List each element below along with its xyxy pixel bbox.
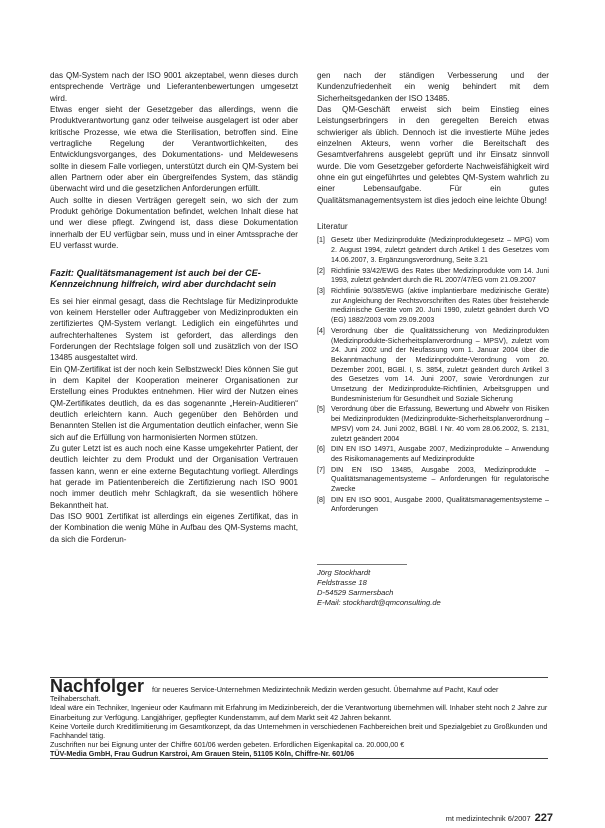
author-box [317,564,441,608]
page-number: 227 [534,812,553,824]
reference-text: Richtlinie 93/42/EWG des Rates über Medizinprodukte vom 14. Juni 1993, zuletzt geändert durch die RL 2007/47/EG vom 21.09.2007 [331,266,549,285]
reference-item [317,287,549,326]
section-heading: Fazit: Qualitätsmanagement ist auch bei der CE-Kennzeichnung hilfreich, wird aber durchdacht sein [50,267,277,289]
reference-number: [6] [317,445,325,454]
classified-ad-title: Nachfolger [50,676,145,696]
ad-line: für neueres Service-Unternehmen Medizintechnik Medizin werden gesucht. Übernahme auf Pacht, Kauf oder Teilhaberschaft. [50,685,499,704]
reference-item [317,445,549,464]
ad-line: Zuschriften nur bei Eignung unter der Chiffre 601/06 werden gebeten. Erfordlichen Eigenkapital ca. 20.000,00 € [50,740,405,750]
paragraph: Zu guter Letzt ist es auch noch eine Kasse umgekehrter Patient, der deutlich leichter zu dem Produkt und der Organisation Vertrauen fassen kann, wenn er eine externe Begutachtung vorliegt. Allerdings hat gerade im Patientenbereich die Zertifizierung nach ISO 9001 noch immer deutlich mehr Schlagkraft, da sie wesentlich höhere Bekanntheit hat. [50,443,298,510]
literature-heading: Literatur [317,221,348,232]
reference-number: [4] [317,326,325,335]
paragraph: das QM-System nach der ISO 9001 akzeptabel, wenn dieses durch entsprechende Verträge und Lieferantenbewertungen umgesetzt wird. [50,71,298,103]
ad-line: Ideal wäre ein Techniker, Ingenieur oder Kaufmann mit Erfahrung im Medizinbereich, der die Verantwortung übernehmen will. Inhaber steht noch 2 Jahre zur Einarbeitung zur Verfügung. Langjähriger, gepflegter Kundenstamm, auf dem Markt seit 42 Jahren bekannt. [50,703,548,722]
reference-item [317,236,549,265]
paragraph: Etwas enger sieht der Gesetzgeber das allerdings, wenn die Produktverantwortung ganz oder teilweise ausgelagert ist oder aber kritische Prozesse, wie etwa die Sterilisation, betroffen sind. Eine vertragliche Regelung der Verantwortlichkeiten, des Entwicklungsvorganges, des Dokumentations- und Meldewesens sollte in diesem Falle vorliegen, unterstützt durch ein QM-System bei allen Partnern oder aber ein übergreifendes System, das ständig überwacht wird und die gesetzlichen Anforderungen erfüllt. [50,105,298,194]
journal-name: mt medizintechnik 6/2007 [445,814,531,823]
reference-text: Richtlinie 90/385/EWG (aktive implantierbare medizinische Geräte) zur Angleichung der Rechtsvorschriften des Rates über freistehende medizinische Geräte vom 20. Juni 1990, zuletzt geändert durch VO (EG) 1882/2003 vom 29.09.2003 [331,286,549,325]
author-email[interactable]: E-Mail: stockhardt@qmconsulting.de [317,598,441,607]
reference-list [317,236,549,515]
paragraph: Das QM-Geschäft erweist sich beim Einstieg eines Leistungserbringers in den geregelten Bereich etwas schwieriger als üblich. Dennoch ist die investierte Mühe jedes einzelnen Akteurs, wenn vorher die Bereitschaft des Gesamtverfahrens ausgelebt geprüft und ihr Einsatz sinnvoll wurde. Die vom Gesetzgeber geforderte Nachweisfähigkeit wird ohne ein gut eingeführtes und gelebtes QM-System wahrlich zu einer Lebensaufgabe. Für ein gutes Qualitätsmanagementsystem ist dies jedoch eine leichte Übung! [317,105,549,205]
paragraph: Auch sollte in diesen Verträgen geregelt sein, wo sich der zum Produkt gehörige Dokumentation befindet, welchen Inhalt diese hat und wer diese pflegt. Zwingend ist, dass diese Dokumentation innerhalb der EU verfügbar sein, muss und in einer Amtssprache der EU verfasst wurde. [50,195,298,251]
author-name: Jörg Stockhardt [317,568,371,577]
paragraph: Das ISO 9001 Zertifikat ist allerdings ein eigenes Zertifikat, das in der Kombination die wenig Mühe in Aufbau des QM-Systems macht, da sich die Forderun- [50,512,298,544]
classified-ad-text [50,678,548,759]
author-divider [317,564,407,565]
classified-ad-box [50,677,548,759]
left-column [50,70,298,545]
reference-item [317,327,549,405]
author-city: D-54529 Sarmersbach [317,588,394,597]
reference-text: DIN EN ISO 9001, Ausgabe 2000, Qualitätsmanagementsysteme – Anforderungen [331,495,549,514]
author-street: Feldstrasse 18 [317,578,367,587]
paragraph: Es sei hier einmal gesagt, dass die Rechtslage für Medizinprodukte von keinem Hersteller oder Auftraggeber von Medizinprodukten ein zertifiziertes QM-System verlangt. Lediglich ein eingeführtes und aufrechterhaltenes System ist gefordert, das allerdings den Forderungen der Rechtslage folgen soll und zusätzlich von der ISO 13485 ausgestaltet wird. [50,296,298,363]
right-column [317,70,549,516]
reference-item [317,466,549,495]
reference-text: Verordnung über die Erfassung, Bewertung und Abwehr von Risiken bei Medizinprodukten (Medizinprodukte-Sicherheitsplanverordnung – MPSV) vom 24. Juni 2002, BGBl. I Nr. 40 vom 28.06.2002, S. 2131, zuletzt geändert 2004 [331,405,549,443]
reference-number: [7] [317,465,325,474]
reference-text: Gesetz über Medizinprodukte (Medizinproduktegesetz – MPG) vom 2. August 1994, zuletzt geändert durch Artikel 1 des Gesetzes vom 14.06.2007, 3. Ergänzungsverordnung, Seite 3.21 [331,236,549,264]
reference-text: Verordnung über die Qualitätssicherung von Medizinprodukten (Medizinprodukte-Sicherheitsplanverordnung – MPSV), zuletzt vom 24. Juni 2002 und der Neufassung vom 1. Januar 2004 über die Bekanntmachung der Medizinprodukte-Verordnung vom 20. Dezember 2001, BGBl. I, S. 3854, zuletzt geändert durch Artikel 3 des Gesetzes vom 14. Juni 2007, sowie Verordnungen zur Umsetzung der Medizinprodukte-Richtlinien, Arbeitsgruppen und Bundesministerium für Gesundheit und Soziale Sicherung [331,326,549,403]
reference-number: [3] [317,286,325,295]
page-footer [446,812,553,824]
reference-text: DIN EN ISO 13485, Ausgabe 2003, Medizinprodukte – Qualitätsmanagementsysteme – Anforderungen für regulatorische Zwecke [331,465,549,494]
reference-text: DIN EN ISO 14971, Ausgabe 2007, Medizinprodukte – Anwendung des Risikomanagements auf Medizinprodukte [331,445,549,463]
reference-item [317,267,549,286]
reference-number: [5] [317,405,325,414]
reference-item [317,405,549,444]
paragraph: Ein QM-Zertifikat ist der noch kein Selbstzweck! Dies können Sie gut in dem Kapitel der Kooperation meinerer Organisationen zur Erstellung eines Produktes entnehmen. Hier wird der Nutzen eines QM-Zertifikates deutlich, da es das sogenannte „Herein-Auditieren“ deutlich erleichtern kann. Auch gegenüber den Behörden und Benannten Stellen ist die Argumentation deutlich einfacher, wenn Sie sich auf die Erfüllung von harmonisierten Normen stützen. [50,364,298,442]
paragraph: gen nach der ständigen Verbesserung und der Kundenzufriedenheit ein wenig behindert mit dem Sicherheitsgedanken der ISO 13485. [317,71,549,103]
ad-publisher: TÜV-Media GmbH, Frau Gudrun Karstroi, Am Grauen Stein, 51105 Köln, Chiffre-Nr. 601/06 [50,749,355,759]
reference-number: [1] [317,236,325,245]
reference-number: [2] [317,266,325,275]
ad-line: Keine Vorteile durch Kreditlimitierung im Gesamtkonzept, da das Unternehmen in verschiedenen Fachbereichen breit und Spezialgebiet zu Großkunden und Fachhandel tätig. [50,721,548,741]
reference-number: [8] [317,495,325,504]
reference-item [317,496,549,515]
